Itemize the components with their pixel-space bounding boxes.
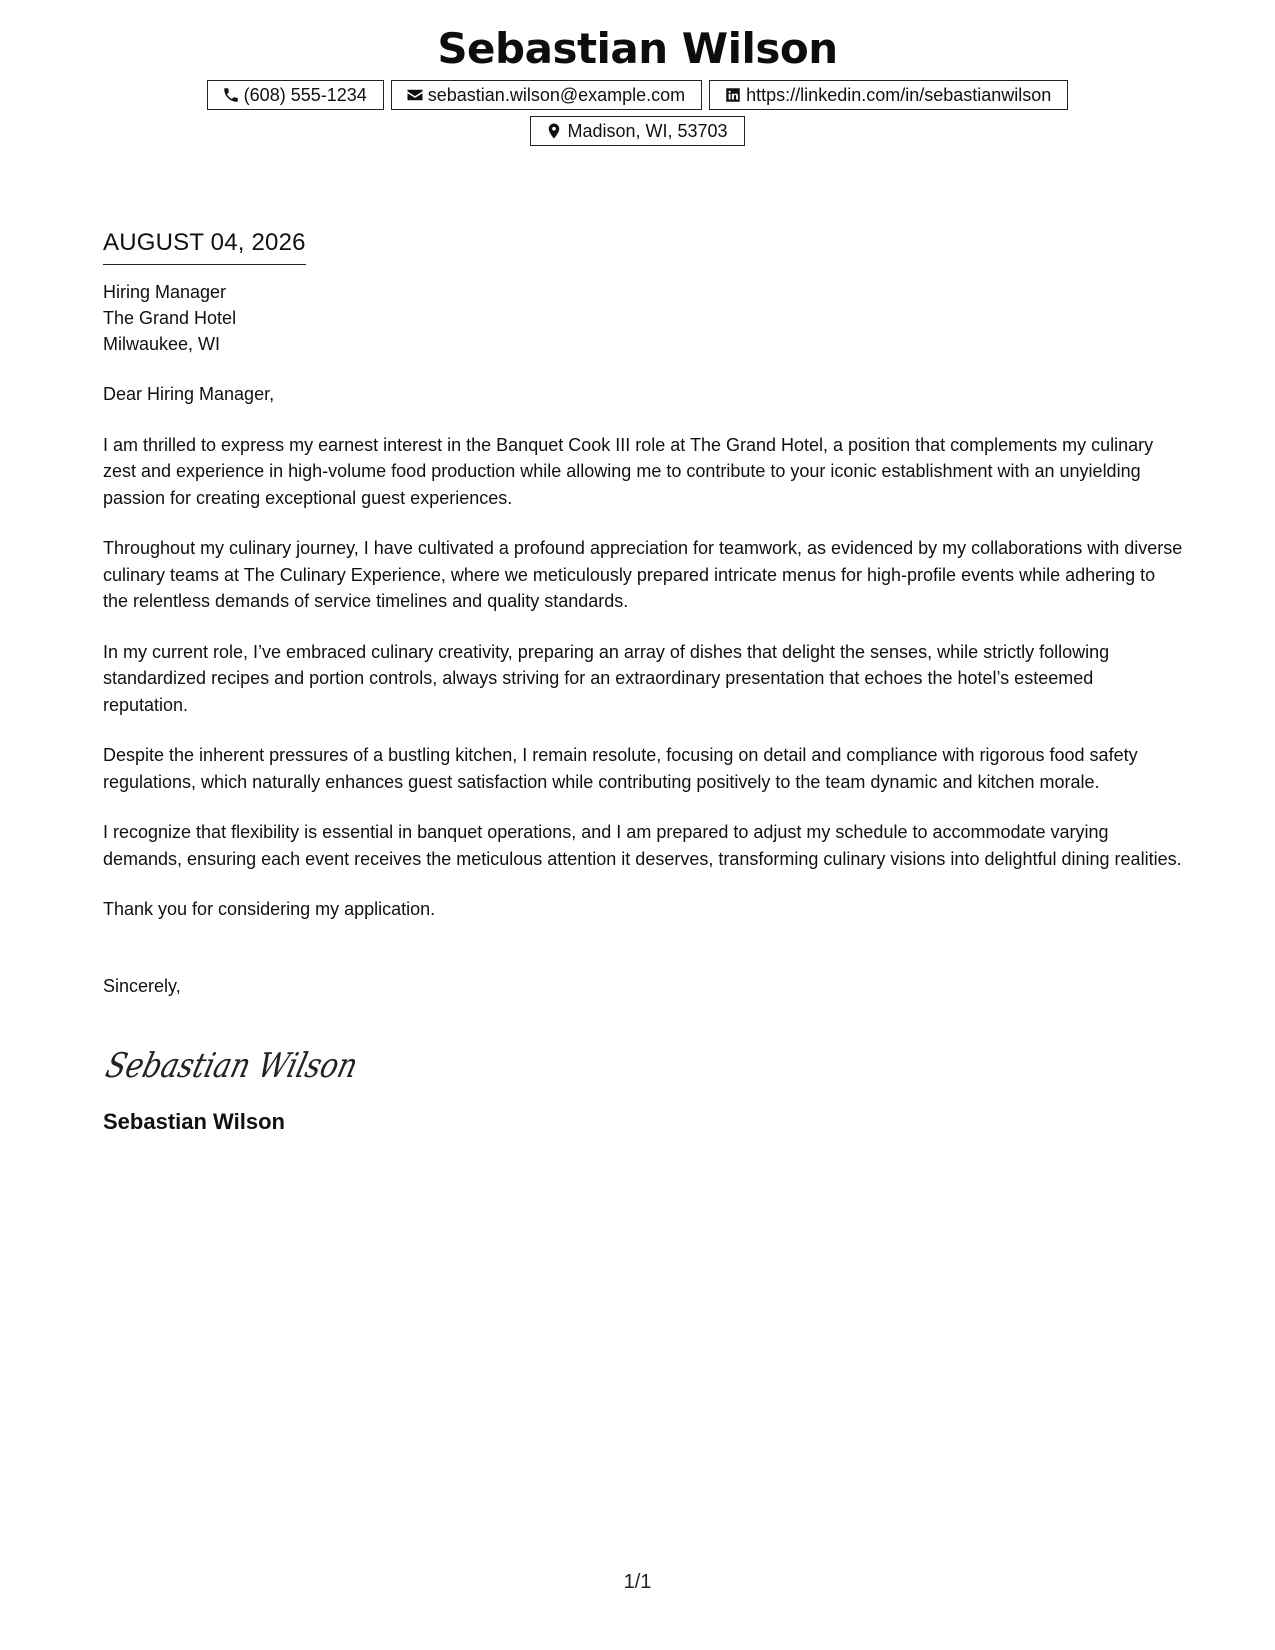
phone-text: (608) 555-1234: [243, 85, 367, 105]
body-paragraph: Throughout my culinary journey, I have cultivated a profound appreciation for teamwork, as evidenced by my collaborations with diverse culinary teams at The Culinary Experience, where we meticulously prepared intricate menus for high-profile events while adhering to the relentless demands of service timelines and quality standards.: [103, 538, 1183, 611]
email-chip[interactable]: [391, 80, 702, 110]
recipient-title: Hiring Manager: [103, 282, 227, 302]
page-number: 1/1: [623, 1571, 652, 1593]
body-paragraph: I am thrilled to express my earnest interest in the Banquet Cook III role at The Grand Hotel, a position that complements my culinary zest and experience in high-volume food production while allowing me to contribute to your iconic establishment with an unyielding passion for creating exceptional guest experiences.: [103, 434, 1154, 508]
linkedin-icon: [724, 86, 742, 104]
body-paragraph: Despite the inherent pressures of a bustling kitchen, I remain resolute, focusing on detail and compliance with rigorous food safety regulations, which naturally enhances guest satisfaction while contributing positively to the team dynamic and kitchen morale.: [103, 745, 1138, 792]
linkedin-text: https://linkedin.com/in/sebastianwilson: [746, 85, 1052, 105]
svg-text:Sebastian Wilson: Sebastian Wilson: [101, 1046, 408, 1086]
salutation: Dear Hiring Manager,: [103, 384, 275, 404]
signed-name: Sebastian Wilson: [103, 1109, 285, 1134]
email-text: sebastian.wilson@example.com: [427, 85, 686, 105]
body-paragraph: I recognize that flexibility is essential in banquet operations, and I am prepared to adjust my schedule to accommodate varying demands, ensuring each event receives the meticulous attention it deserves, transforming culinary visions into delightful dining realities.: [103, 822, 1182, 869]
linkedin-chip[interactable]: [709, 80, 1068, 110]
map-marker-icon: [545, 122, 563, 140]
phone-chip[interactable]: [207, 80, 384, 110]
location-text: Madison, WI, 53703: [567, 121, 728, 141]
contact-info: [178, 80, 1098, 146]
letter-header: [0, 18, 1275, 146]
thank-you-line: Thank you for considering my application.: [103, 899, 436, 919]
recipient-block: [103, 279, 1183, 357]
closing: Sincerely,: [103, 975, 181, 996]
recipient-location: Milwaukee, WI: [103, 334, 221, 354]
recipient-company: The Grand Hotel: [103, 308, 237, 328]
location-chip: [530, 116, 744, 146]
letter-body: [103, 226, 1183, 1137]
body-paragraph: In my current role, I’ve embraced culinary creativity, preparing an array of dishes that delight the senses, while strictly following standardized recipes and portion controls, always striving for an extraordinary presentation that echoes the hotel’s esteemed reputation.: [103, 641, 1110, 715]
handwritten-signature: [103, 1033, 1183, 1093]
applicant-name: Sebastian Wilson: [437, 24, 838, 73]
letter-date: AUGUST 04, 2026: [103, 226, 306, 265]
signature-image: [101, 1033, 408, 1093]
phone-icon: [222, 86, 240, 104]
envelope-icon: [406, 86, 424, 104]
